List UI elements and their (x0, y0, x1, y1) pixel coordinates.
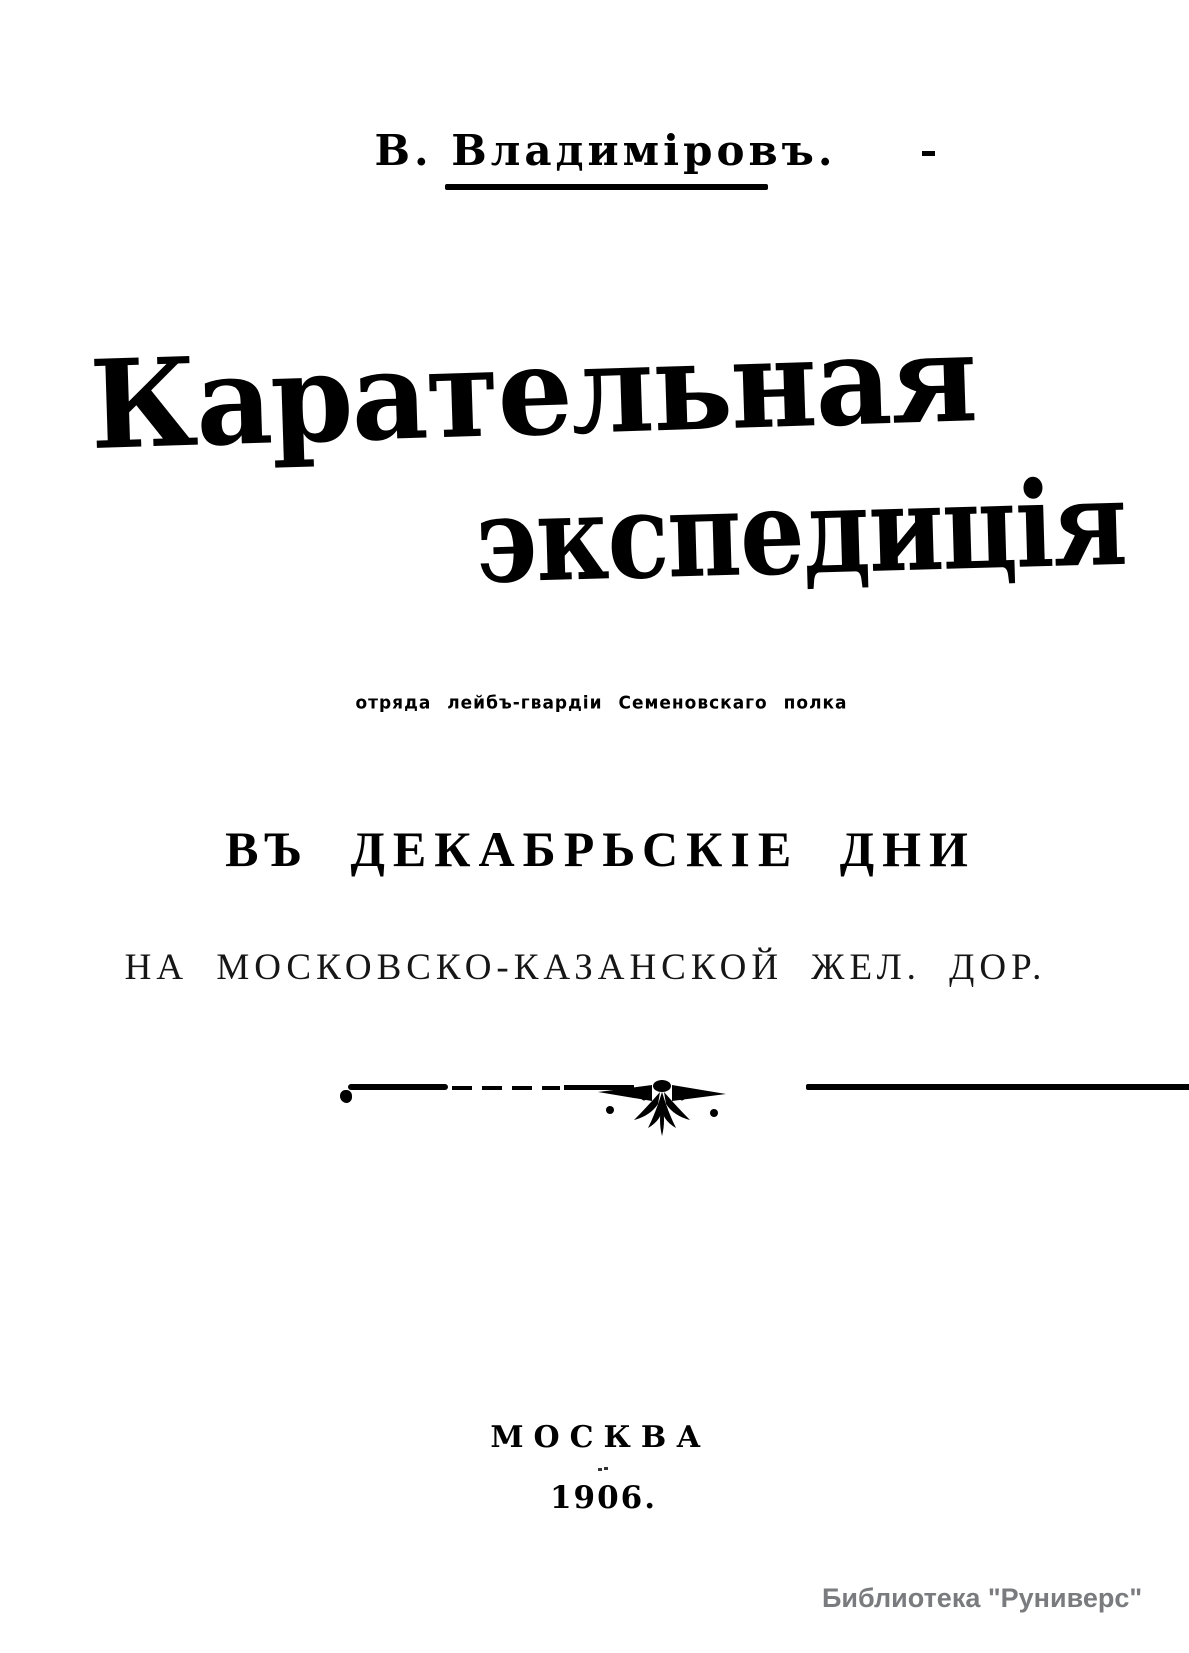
ink-speck-small (598, 1468, 602, 1471)
detachment-line: отряда лейбъ-гвардіи Семеновскаго полка (355, 692, 848, 714)
divider-rule-left (348, 1084, 448, 1090)
book-title-line1: Карательная (87, 305, 978, 477)
imprint-year: 1906. (549, 1480, 658, 1516)
author-name: В. Владиміровъ. (374, 126, 837, 175)
imprint-city: МОСКВА (490, 1420, 711, 1455)
library-watermark: Библиотека "Руниверс" (822, 1583, 1143, 1613)
decorative-divider (336, 1080, 860, 1140)
divider-ornament-icon (592, 1080, 732, 1140)
divider-rule-left-broken (452, 1086, 560, 1090)
subtitle: ВЪ ДЕКАБРЬСКІЕ ДНИ (225, 821, 976, 877)
author-underline-rule (445, 184, 768, 190)
divider-end-dot (340, 1090, 352, 1103)
divider-rule-right (806, 1084, 1189, 1090)
ink-speck (922, 151, 935, 156)
book-title-line2: экспедиція (473, 452, 1128, 610)
railway-line: НА МОСКОВСКО-КАЗАНСКОЙ ЖЕЛ. ДОР. (124, 947, 1047, 988)
